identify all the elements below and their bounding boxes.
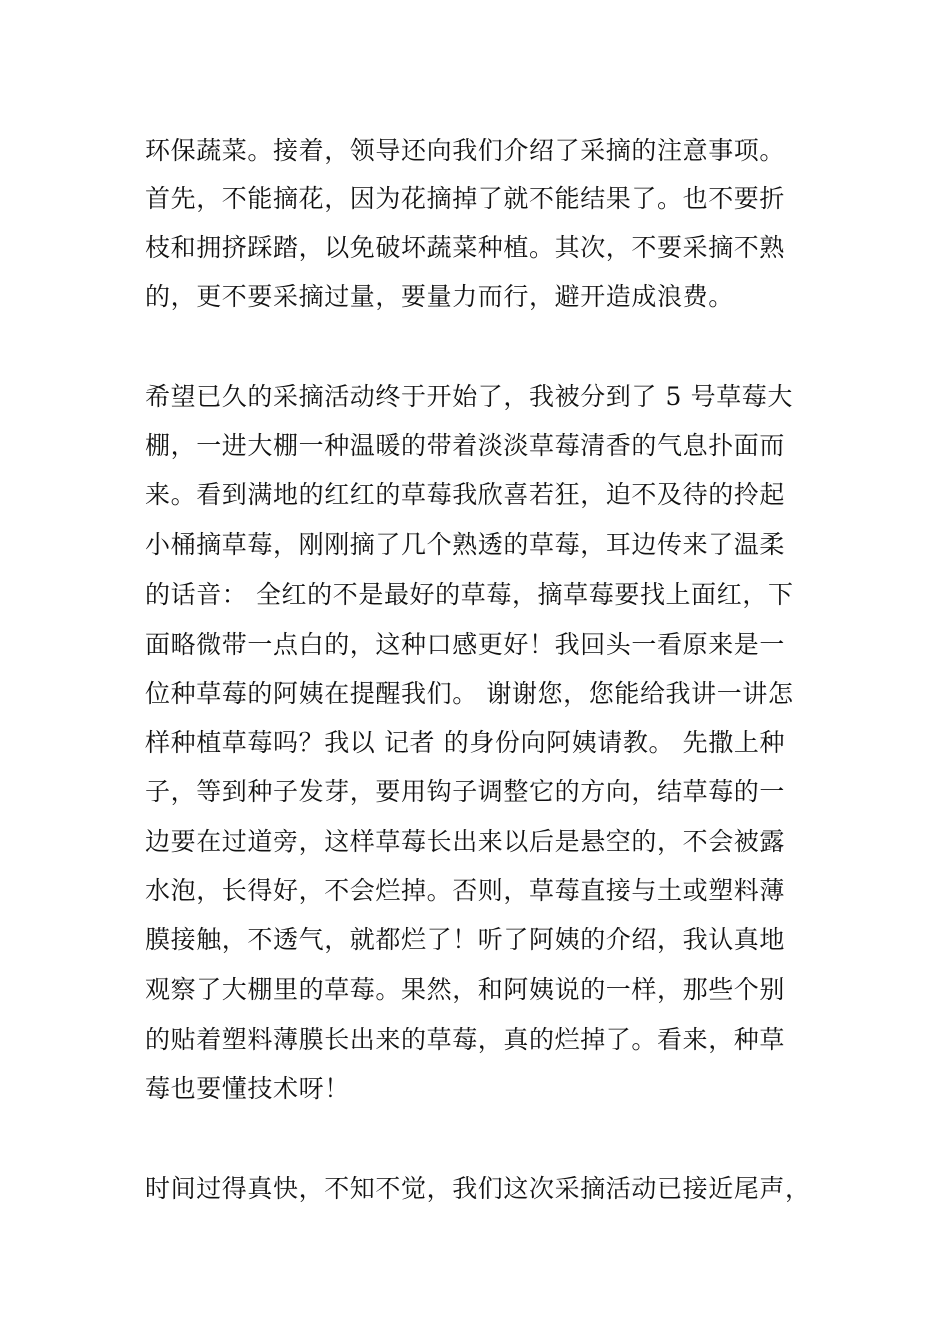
text-line: 面略微带一点白的，这种口感更好！我回头一看原来是一 [145,630,786,659]
text-line: 希望已久的采摘活动终于开始了，我被分到了 5 号草莓大 [145,382,794,411]
text-line: 来。看到满地的红红的草莓我欣喜若狂，迫不及待的拎起 [145,480,786,509]
text-line: 水泡，长得好，不会烂掉。否则，草莓直接与土或塑料薄 [145,876,786,905]
text-line: 首先，不能摘花，因为花摘掉了就不能结果了。也不要折 [145,184,786,213]
text-line: 的，更不要采摘过量，要量力而行，避开造成浪费。 [145,282,734,311]
text-line: 子，等到种子发芽，要用钩子调整它的方向，结草莓的一 [145,777,786,806]
text-line: 的贴着塑料薄膜长出来的草莓，真的烂掉了。看来，种草 [145,1025,786,1054]
text-line: 枝和拥挤踩踏，以免破坏蔬菜种植。其次，不要采摘不熟 [145,233,786,262]
text-line: 位种草莓的阿姨在提醒我们。 谢谢您，您能给我讲一讲怎 [145,679,794,708]
text-line: 小桶摘草莓，刚刚摘了几个熟透的草莓，耳边传来了温柔 [145,530,786,559]
text-line: 样种植草莓吗？我以 记者 的身份向阿姨请教。 先撒上种 [145,728,786,757]
text-line: 边要在过道旁，这样草莓长出来以后是悬空的，不会被露 [145,827,786,856]
text-line: 时间过得真快，不知不觉，我们这次采摘活动已接近尾声， [145,1174,811,1203]
text-line: 观察了大棚里的草莓。果然，和阿姨说的一样，那些个别 [145,975,786,1004]
text-line: 环保蔬菜。接着，领导还向我们介绍了采摘的注意事项。 [145,136,786,165]
text-line: 莓也要懂技术呀！ [145,1074,350,1103]
text-line: 的话音： 全红的不是最好的草莓，摘草莓要找上面红，下 [145,580,794,609]
text-line: 膜接触，不透气，就都烂了！听了阿姨的介绍，我认真地 [145,925,786,954]
text-line: 棚，一进大棚一种温暖的带着淡淡草莓清香的气息扑面而 [145,431,786,460]
